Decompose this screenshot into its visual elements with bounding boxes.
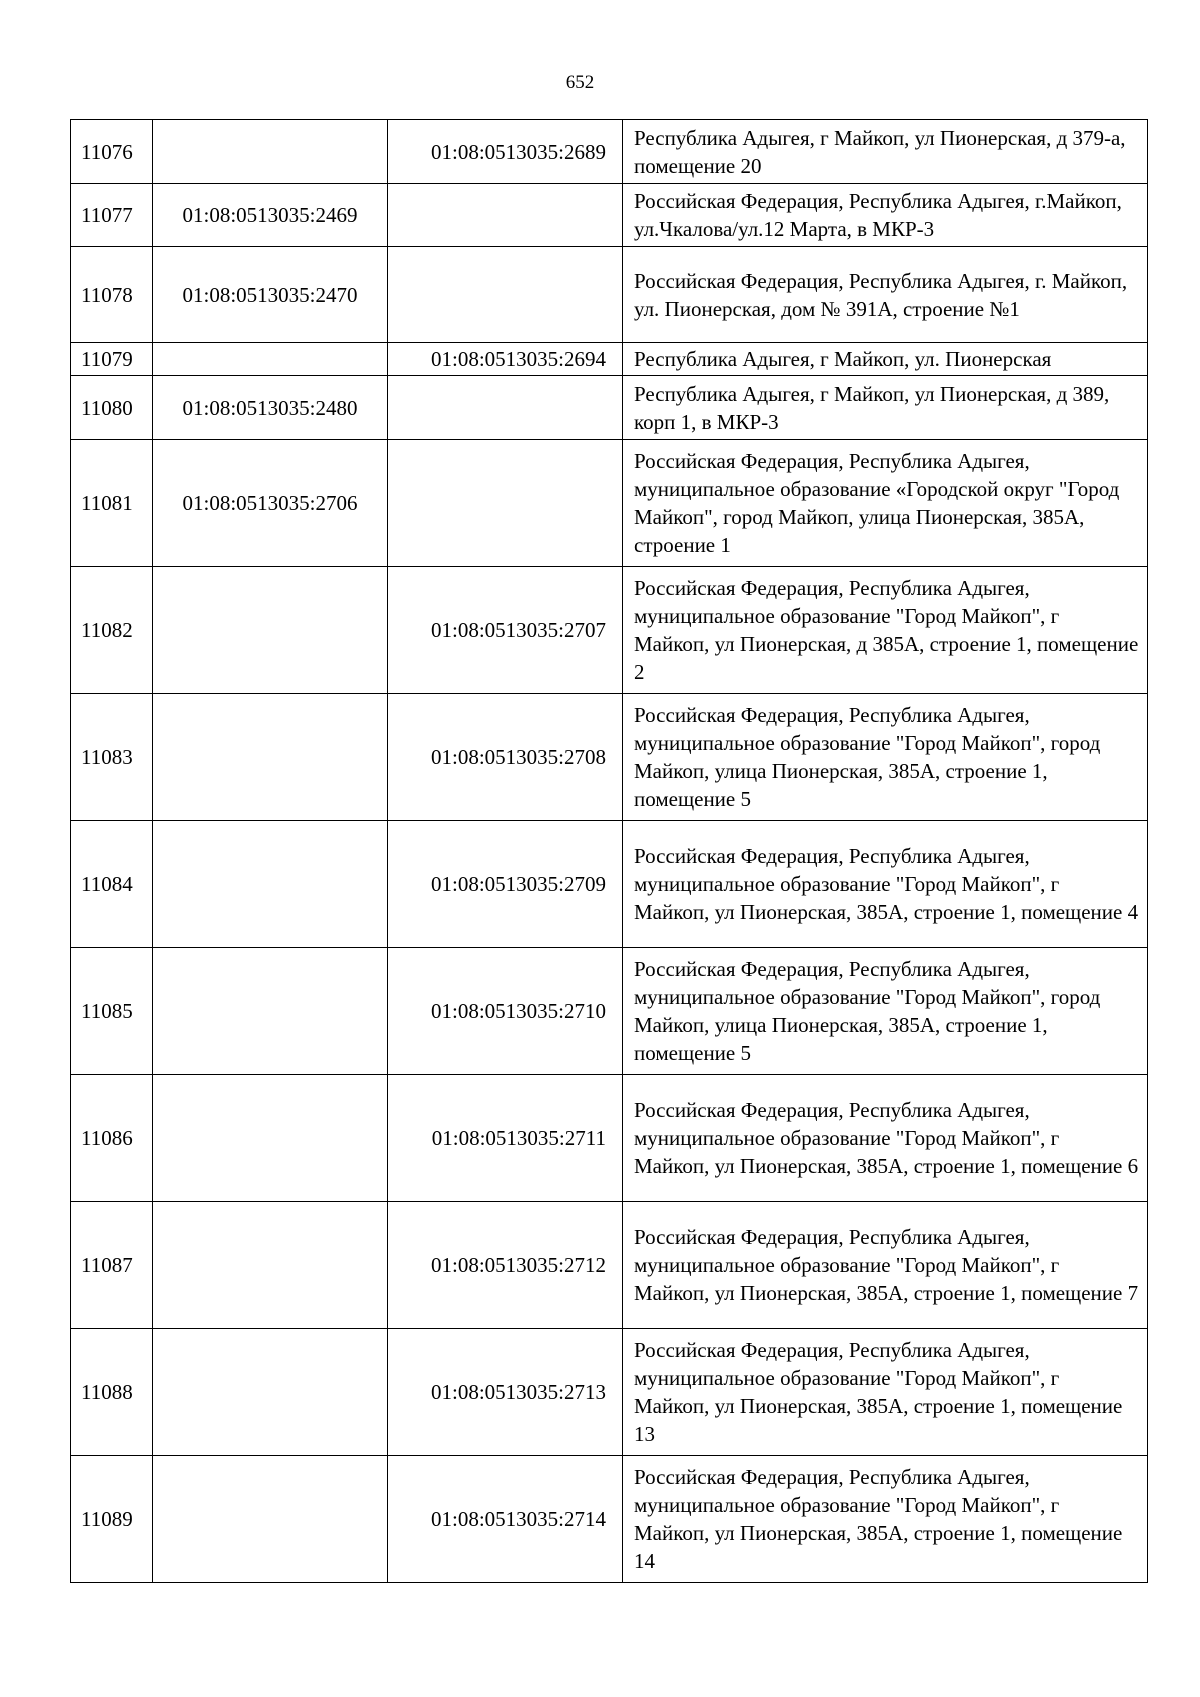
table-row	[71, 343, 1148, 376]
object-cadastral-number: 01:08:0513035:2708	[388, 694, 623, 821]
table-row	[71, 1075, 1148, 1202]
address: Российская Федерация, Республика Адыгея, муниципальное образование "Город Майкоп", г Майкоп, ул Пионерская, 385А, строение 1, помещение 13	[623, 1329, 1148, 1456]
address: Российская Федерация, Республика Адыгея, муниципальное образование "Город Майкоп", город Майкоп, улица Пионерская, 385А, строение 1, помещение 5	[623, 948, 1148, 1075]
land-cadastral-number	[153, 694, 388, 821]
address: Республика Адыгея, г Майкоп, ул. Пионерская	[623, 343, 1148, 376]
row-number: 11082	[71, 567, 153, 694]
address: Российская Федерация, Республика Адыгея, муниципальное образование "Город Майкоп", г Майкоп, ул Пионерская, 385А, строение 1, помещение 4	[623, 821, 1148, 948]
table-row	[71, 440, 1148, 567]
land-cadastral-number	[153, 1202, 388, 1329]
object-cadastral-number: 01:08:0513035:2710	[388, 948, 623, 1075]
land-cadastral-number	[153, 343, 388, 376]
row-number: 11087	[71, 1202, 153, 1329]
object-cadastral-number: 01:08:0513035:2712	[388, 1202, 623, 1329]
land-cadastral-number	[153, 1456, 388, 1583]
row-number: 11085	[71, 948, 153, 1075]
address: Российская Федерация, Республика Адыгея, муниципальное образование "Город Майкоп", г Майкоп, ул Пионерская, 385А, строение 1, помещение 7	[623, 1202, 1148, 1329]
table-row	[71, 1329, 1148, 1456]
row-number: 11077	[71, 184, 153, 247]
land-cadastral-number	[153, 1329, 388, 1456]
address: Республика Адыгея, г Майкоп, ул Пионерская, д 379-а, помещение 20	[623, 120, 1148, 184]
land-cadastral-number: 01:08:0513035:2480	[153, 376, 388, 440]
address: Российская Федерация, Республика Адыгея, муниципальное образование "Город Майкоп", г Майкоп, ул Пионерская, 385А, строение 1, помещение 14	[623, 1456, 1148, 1583]
property-register-table	[70, 119, 1148, 1583]
table-row	[71, 1202, 1148, 1329]
land-cadastral-number	[153, 821, 388, 948]
row-number: 11086	[71, 1075, 153, 1202]
table-row	[71, 120, 1148, 184]
object-cadastral-number	[388, 440, 623, 567]
table-row	[71, 247, 1148, 343]
address: Российская Федерация, Республика Адыгея, муниципальное образование "Город Майкоп", город Майкоп, улица Пионерская, 385А, строение 1, помещение 5	[623, 694, 1148, 821]
object-cadastral-number	[388, 184, 623, 247]
land-cadastral-number	[153, 567, 388, 694]
object-cadastral-number: 01:08:0513035:2707	[388, 567, 623, 694]
address: Российская Федерация, Республика Адыгея, г.Майкоп, ул.Чкалова/ул.12 Марта, в МКР-3	[623, 184, 1148, 247]
row-number: 11084	[71, 821, 153, 948]
land-cadastral-number: 01:08:0513035:2470	[153, 247, 388, 343]
land-cadastral-number	[153, 1075, 388, 1202]
address: Российская Федерация, Республика Адыгея, муниципальное образование «Городской округ "Город Майкоп", город Майкоп, улица Пионерская, 385А, строение 1	[623, 440, 1148, 567]
object-cadastral-number: 01:08:0513035:2694	[388, 343, 623, 376]
table-row	[71, 948, 1148, 1075]
table-row	[71, 184, 1148, 247]
land-cadastral-number	[153, 120, 388, 184]
object-cadastral-number	[388, 376, 623, 440]
row-number: 11076	[71, 120, 153, 184]
object-cadastral-number	[388, 247, 623, 343]
address: Российская Федерация, Республика Адыгея, г. Майкоп, ул. Пионерская, дом № 391А, строение №1	[623, 247, 1148, 343]
land-cadastral-number: 01:08:0513035:2469	[153, 184, 388, 247]
land-cadastral-number: 01:08:0513035:2706	[153, 440, 388, 567]
object-cadastral-number: 01:08:0513035:2689	[388, 120, 623, 184]
object-cadastral-number: 01:08:0513035:2713	[388, 1329, 623, 1456]
table-row	[71, 694, 1148, 821]
row-number: 11081	[71, 440, 153, 567]
table-row	[71, 376, 1148, 440]
land-cadastral-number	[153, 948, 388, 1075]
address: Российская Федерация, Республика Адыгея, муниципальное образование "Город Майкоп", г Майкоп, ул Пионерская, д 385А, строение 1, помещение 2	[623, 567, 1148, 694]
page-number: 652	[565, 72, 595, 93]
object-cadastral-number: 01:08:0513035:2711	[388, 1075, 623, 1202]
object-cadastral-number: 01:08:0513035:2714	[388, 1456, 623, 1583]
object-cadastral-number: 01:08:0513035:2709	[388, 821, 623, 948]
address: Республика Адыгея, г Майкоп, ул Пионерская, д 389, корп 1, в МКР-3	[623, 376, 1148, 440]
row-number: 11080	[71, 376, 153, 440]
address: Российская Федерация, Республика Адыгея, муниципальное образование "Город Майкоп", г Майкоп, ул Пионерская, 385А, строение 1, помещение 6	[623, 1075, 1148, 1202]
row-number: 11088	[71, 1329, 153, 1456]
row-number: 11089	[71, 1456, 153, 1583]
table-row	[71, 1456, 1148, 1583]
row-number: 11083	[71, 694, 153, 821]
table-row	[71, 567, 1148, 694]
row-number: 11079	[71, 343, 153, 376]
table-row	[71, 821, 1148, 948]
row-number: 11078	[71, 247, 153, 343]
